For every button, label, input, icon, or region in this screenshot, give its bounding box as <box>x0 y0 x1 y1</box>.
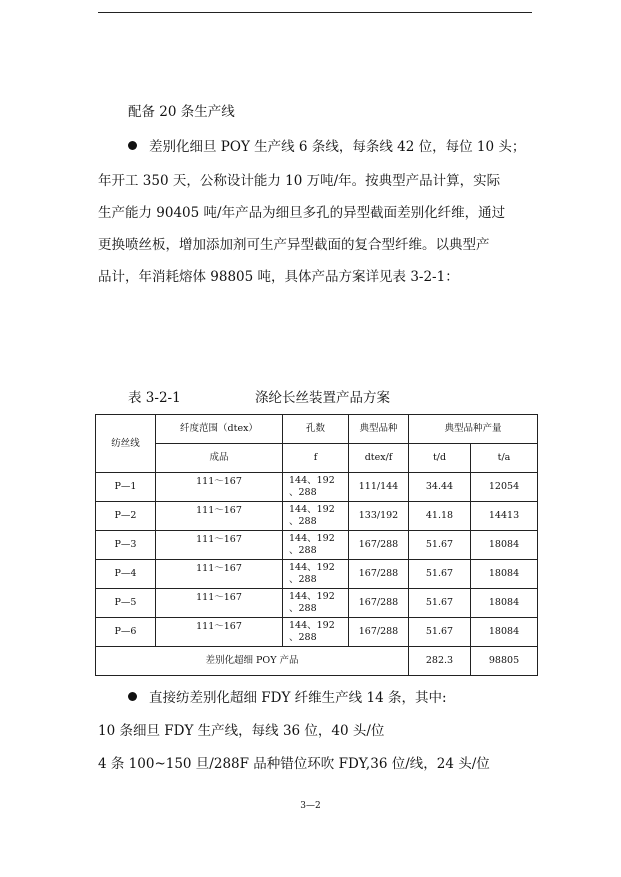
cell-ta: 18084 <box>471 589 538 618</box>
table-row <box>96 473 538 502</box>
table-row <box>96 502 538 531</box>
cell-line: P—6 <box>96 618 156 647</box>
table-caption-title: 涤纶长丝装置产品方案 <box>255 390 390 406</box>
header-fineness: 纤度范围（dtex） <box>156 415 283 444</box>
cell-holes: 144、192 、288 <box>283 502 349 531</box>
header-typical-variety: 典型品种 <box>349 415 409 444</box>
cell-line: P—1 <box>96 473 156 502</box>
cell-fineness: 111～167 <box>156 502 283 531</box>
cell-line: P—5 <box>96 589 156 618</box>
table-caption-label: 表 3-2-1 <box>128 390 181 406</box>
table-total-row <box>96 647 538 676</box>
cell-variety: 133/192 <box>349 502 409 531</box>
header-line: 纺丝线 <box>96 415 156 473</box>
header-f: f <box>283 444 349 473</box>
cell-holes: 144、192 、288 <box>283 589 349 618</box>
cell-variety: 167/288 <box>349 531 409 560</box>
bullet-dot <box>128 141 137 150</box>
cell-td: 51.67 <box>409 531 471 560</box>
cell-fineness: 111～167 <box>156 560 283 589</box>
cell-line: P—2 <box>96 502 156 531</box>
header-ta: t/a <box>471 444 538 473</box>
header-rule <box>98 12 532 13</box>
header-product: 成品 <box>156 444 283 473</box>
table-row <box>96 531 538 560</box>
bullet1-line: 生产能力 90405 吨/年产品为细旦多孔的异型截面差别化纤维，通过 <box>98 205 506 221</box>
cell-variety: 167/288 <box>349 589 409 618</box>
header-holes: 孔数 <box>283 415 349 444</box>
table-row <box>96 589 538 618</box>
cell-ta: 18084 <box>471 560 538 589</box>
cell-holes: 144、192 、288 <box>283 473 349 502</box>
bullet-dot <box>128 692 137 701</box>
bullet1-line: 更换喷丝板，增加添加剂可生产异型截面的复合型纤维。以典型产 <box>98 237 490 253</box>
fdy-line-2: 4 条 100~150 旦/288F 品种错位环吹 FDY,36 位/线，24 头/位 <box>98 756 490 772</box>
bullet1-line: 品计，年消耗熔体 98805 吨，具体产品方案详见表 3-2-1： <box>98 269 459 285</box>
cell-td: 51.67 <box>409 618 471 647</box>
cell-td: 41.18 <box>409 502 471 531</box>
cell-ta: 14413 <box>471 502 538 531</box>
cell-holes: 144、192 、288 <box>283 560 349 589</box>
cell-td: 34.44 <box>409 473 471 502</box>
cell-ta: 18084 <box>471 531 538 560</box>
cell-fineness: 111～167 <box>156 589 283 618</box>
header-dtex-f: dtex/f <box>349 444 409 473</box>
page-number: 3—2 <box>300 801 321 811</box>
config-line: 配备 20 条生产线 <box>128 104 235 120</box>
bullet1-line: 年开工 350 天，公称设计能力 10 万吨/年。按典型产品计算，实际 <box>98 173 501 189</box>
total-ta: 98805 <box>471 647 538 676</box>
total-label: 差别化超细 POY 产品 <box>96 647 409 676</box>
table-row <box>96 618 538 647</box>
header-typical-output: 典型品种产量 <box>409 415 538 444</box>
cell-holes: 144、192 、288 <box>283 531 349 560</box>
cell-td: 51.67 <box>409 589 471 618</box>
header-td: t/d <box>409 444 471 473</box>
cell-variety: 111/144 <box>349 473 409 502</box>
bullet1-first-line: 差别化细旦 POY 生产线 6 条线，每条线 42 位，每位 10 头； <box>128 138 525 156</box>
cell-td: 51.67 <box>409 560 471 589</box>
cell-ta: 18084 <box>471 618 538 647</box>
cell-line: P—4 <box>96 560 156 589</box>
cell-ta: 12054 <box>471 473 538 502</box>
cell-fineness: 111～167 <box>156 618 283 647</box>
cell-variety: 167/288 <box>349 618 409 647</box>
cell-holes: 144、192 、288 <box>283 618 349 647</box>
product-table <box>95 414 538 676</box>
cell-fineness: 111～167 <box>156 473 283 502</box>
fdy-line-1: 10 条细旦 FDY 生产线，每线 36 位，40 头/位 <box>98 723 385 739</box>
bullet2-line: 直接纺差别化超细 FDY 纤维生产线 14 条，其中: <box>128 689 447 707</box>
table-row <box>96 560 538 589</box>
cell-variety: 167/288 <box>349 560 409 589</box>
cell-fineness: 111～167 <box>156 531 283 560</box>
total-td: 282.3 <box>409 647 471 676</box>
cell-line: P—3 <box>96 531 156 560</box>
